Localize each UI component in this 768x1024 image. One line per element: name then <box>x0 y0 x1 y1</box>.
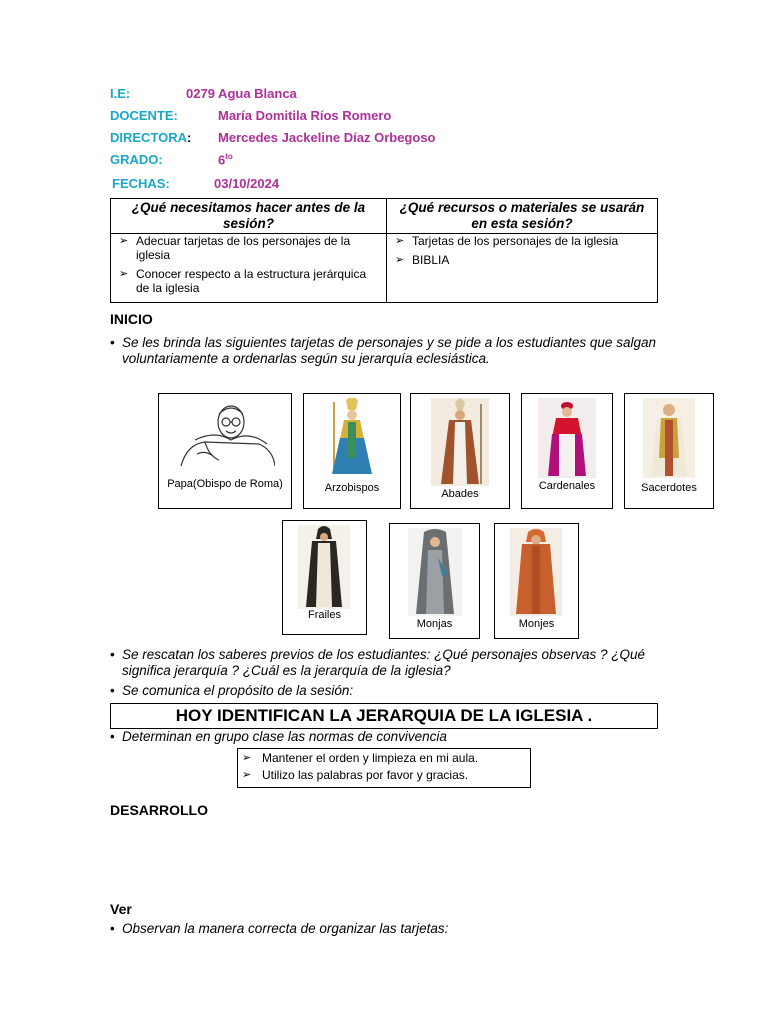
list-item: ➢ Utilizo las palabras por favor y gracias. <box>238 768 530 782</box>
planning-table <box>110 198 658 303</box>
card-label: Abades <box>441 488 479 500</box>
card-monjas[interactable] <box>389 523 480 639</box>
observan-text: Observan la manera correcta de organizar las tarjetas: <box>122 921 449 936</box>
card-label: Monjas <box>416 618 453 630</box>
proposito-bullet <box>110 683 658 699</box>
monk-figure-icon <box>510 528 562 616</box>
purpose-box: HOY IDENTIFICAN LA JERARQUIA DE LA IGLESIA . <box>110 703 658 729</box>
card-sacerdotes[interactable] <box>624 393 714 509</box>
inicio-title: INICIO <box>110 311 153 327</box>
bullet-dot: • <box>110 335 115 350</box>
col1-header: ¿Qué necesitamos hacer antes de la sesión? <box>111 199 387 234</box>
pope-illustration-icon <box>175 400 275 468</box>
proposito-text: Se comunica el propósito de la sesión: <box>122 683 354 698</box>
nun-figure-icon <box>408 528 462 616</box>
cardinal-figure-icon <box>538 398 596 478</box>
col2-cell <box>387 234 658 303</box>
list-item: ➢ Adecuar tarjetas de los personajes de la iglesia <box>115 234 382 262</box>
table-header-row <box>111 199 658 234</box>
card-label: Frailes <box>307 609 341 621</box>
bullet-dot: • <box>110 921 115 936</box>
card-label: Monjes <box>518 618 555 630</box>
list-item: ➢ Mantener el orden y limpieza en mi aula. <box>238 751 530 765</box>
abbot-figure-icon <box>431 398 489 486</box>
col2-list <box>391 234 653 267</box>
directora-colon: : <box>187 130 192 145</box>
ver-title: Ver <box>110 901 132 917</box>
bullet-dot: • <box>110 647 115 662</box>
col1-list <box>115 234 382 295</box>
col2-header: ¿Qué recursos o materiales se usarán en esta sesión? <box>387 199 658 234</box>
docente-label: DOCENTE: <box>110 108 178 123</box>
table-row <box>111 234 658 303</box>
grado-number: 6 <box>218 152 226 168</box>
archbishop-figure-icon <box>328 398 376 476</box>
docente-value: María Domitila Ríos Romero <box>218 108 392 123</box>
fechas-label: FECHAS: <box>112 176 170 191</box>
col1-cell <box>111 234 387 303</box>
desarrollo-title: DESARROLLO <box>110 802 208 818</box>
saberes-bullet <box>110 647 658 679</box>
observan-bullet <box>110 921 658 937</box>
card-papa[interactable] <box>158 393 292 509</box>
list-item: ➢ Tarjetas de los personajes de la iglesia <box>391 234 653 248</box>
list-item: ➢ Conocer respecto a la estructura jerárquica de la iglesia <box>115 267 382 295</box>
priest-figure-icon <box>643 398 695 478</box>
bullet-dot: • <box>110 683 115 698</box>
ie-value: 0279 Agua Blanca <box>186 86 297 101</box>
normas-bullet <box>110 729 658 745</box>
card-label: Papa(Obispo de Roma) <box>167 478 283 490</box>
directora-label-text: DIRECTORA <box>110 130 188 145</box>
saberes-text: Se rescatan los saberes previos de los estudiantes: ¿Qué personajes observas ? ¿Qué significa jerarquía ? ¿Cuál es la jerarquía de la iglesia? <box>122 647 646 678</box>
grado-sup: to <box>225 152 233 161</box>
list-item: ➢ BIBLIA <box>391 253 653 267</box>
normas-text: Determinan en grupo clase las normas de convivencia <box>122 729 447 744</box>
card-cardenales[interactable] <box>521 393 613 509</box>
card-abades[interactable] <box>410 393 510 509</box>
norms-box <box>237 748 531 788</box>
friar-figure-icon <box>298 525 350 609</box>
card-label: Arzobispos <box>324 482 380 494</box>
inicio-bullet <box>110 335 656 367</box>
grado-value <box>218 152 233 167</box>
card-label: Cardenales <box>538 480 596 492</box>
bullet-dot: • <box>110 729 115 744</box>
directora-value: Mercedes Jackeline Díaz Orbegoso <box>218 130 436 145</box>
ie-label: I.E: <box>110 86 131 101</box>
card-frailes[interactable] <box>282 520 367 635</box>
fechas-value: 03/10/2024 <box>214 176 280 191</box>
card-monjes[interactable] <box>494 523 579 639</box>
card-label: Sacerdotes <box>641 482 697 494</box>
card-arzobispos[interactable] <box>303 393 401 509</box>
inicio-bullet-text: Se les brinda las siguientes tarjetas de personajes y se pide a los estudiantes que salgan voluntariamente a ordenarlas según su jerarquía eclesiástica. <box>122 335 656 366</box>
norms-list <box>238 751 530 782</box>
grado-label: GRADO: <box>110 152 163 167</box>
directora-label <box>110 130 191 145</box>
